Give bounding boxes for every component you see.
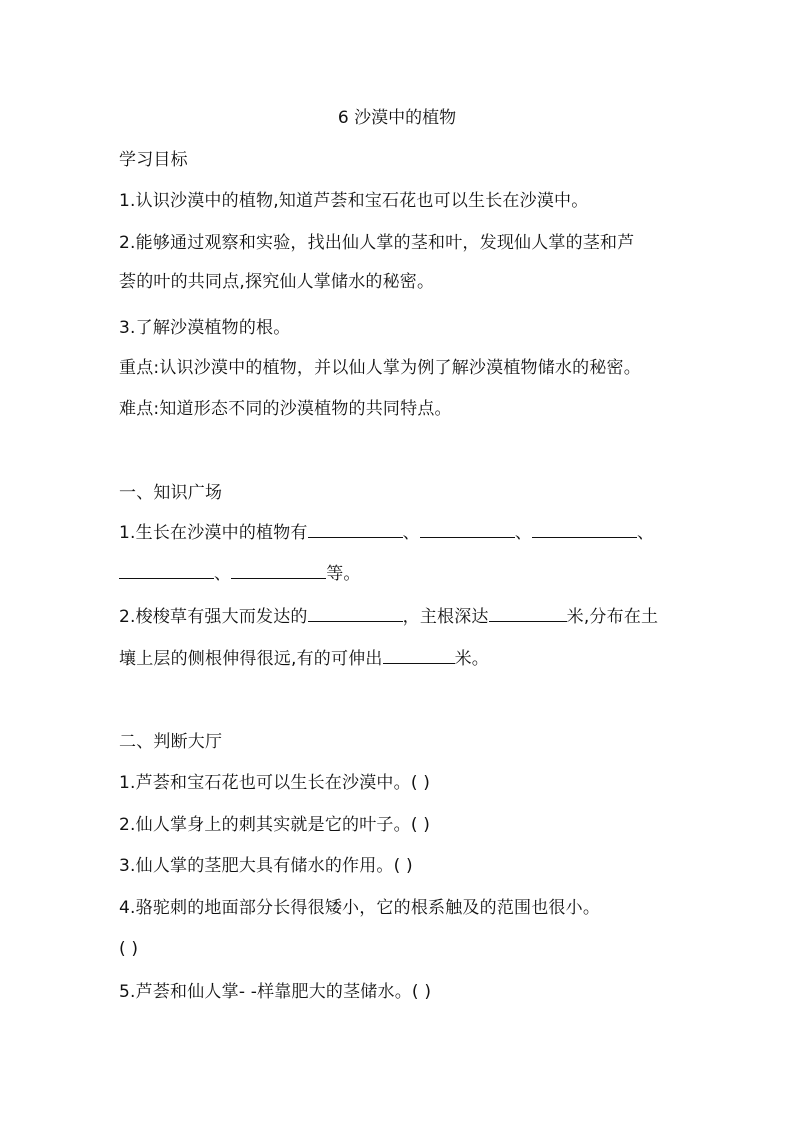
page-title: 6 沙漠中的植物	[337, 108, 457, 128]
q2-text: 米。	[454, 649, 490, 669]
section1-heading: 一、知识广场	[119, 483, 223, 503]
judge-question-4[interactable]: 4.骆驼刺的地面部分长得很矮小，它的根系触及的范围也很小。	[119, 898, 601, 918]
separator: 、	[514, 523, 533, 543]
question-2-fill-blank-cont	[119, 647, 489, 671]
objectives-heading: 学习目标	[119, 150, 188, 170]
judge-question-1[interactable]: 1.芦荟和宝石花也可以生长在沙漠中。( )	[119, 773, 431, 793]
answer-blank[interactable]	[308, 521, 403, 538]
objective-3: 3.了解沙漠植物的根。	[119, 318, 291, 338]
question-1-fill-blank	[119, 521, 654, 545]
section2-heading: 二、判断大厅	[119, 732, 223, 752]
judge-question-2[interactable]: 2.仙人掌身上的刺其实就是它的叶子。( )	[119, 815, 431, 835]
separator: 、	[402, 523, 420, 543]
q2-text: ，主根深达	[402, 607, 489, 627]
objective-1: 1.认识沙漠中的植物,知道芦荟和宝石花也可以生长在沙漠中。	[119, 191, 589, 211]
answer-blank[interactable]	[420, 521, 515, 538]
answer-blank[interactable]	[308, 605, 403, 622]
answer-blank[interactable]	[532, 521, 637, 538]
judge-question-3[interactable]: 3.仙人掌的茎肥大具有储水的作用。( )	[119, 856, 413, 876]
answer-blank[interactable]	[489, 605, 567, 622]
separator: 、	[214, 564, 232, 584]
q2-text: 2.梭梭草有强大而发达的	[119, 607, 308, 627]
answer-blank[interactable]	[119, 562, 214, 579]
key-point: 重点:认识沙漠中的植物，并以仙人掌为例了解沙漠植物储水的秘密。	[119, 358, 641, 378]
question-1-fill-blank-cont	[119, 562, 361, 586]
q1-prefix: 1.生长在沙漠中的植物有	[119, 523, 308, 543]
objective-2: 2.能够通过观察和实验，找出仙人掌的茎和叶，发现仙人掌的茎和芦	[119, 233, 635, 253]
q2-text: 米,分布在土	[566, 607, 659, 627]
answer-blank[interactable]	[231, 562, 326, 579]
q2-text: 壤上层的侧根伸得很远,有的可伸出	[119, 649, 383, 669]
objective-2-cont: 荟的叶的共同点,探究仙人掌储水的秘密。	[119, 272, 435, 292]
judge-question-4-bracket[interactable]: ( )	[119, 939, 139, 959]
q1-suffix: 等。	[326, 564, 361, 584]
answer-blank[interactable]	[383, 647, 455, 664]
judge-question-5[interactable]: 5.芦荟和仙人掌- -样靠肥大的茎储水。( )	[119, 982, 432, 1002]
question-2-fill-blank	[119, 605, 658, 629]
difficulty-point: 难点:知道形态不同的沙漠植物的共同特点。	[119, 399, 452, 419]
separator: 、	[637, 523, 655, 543]
